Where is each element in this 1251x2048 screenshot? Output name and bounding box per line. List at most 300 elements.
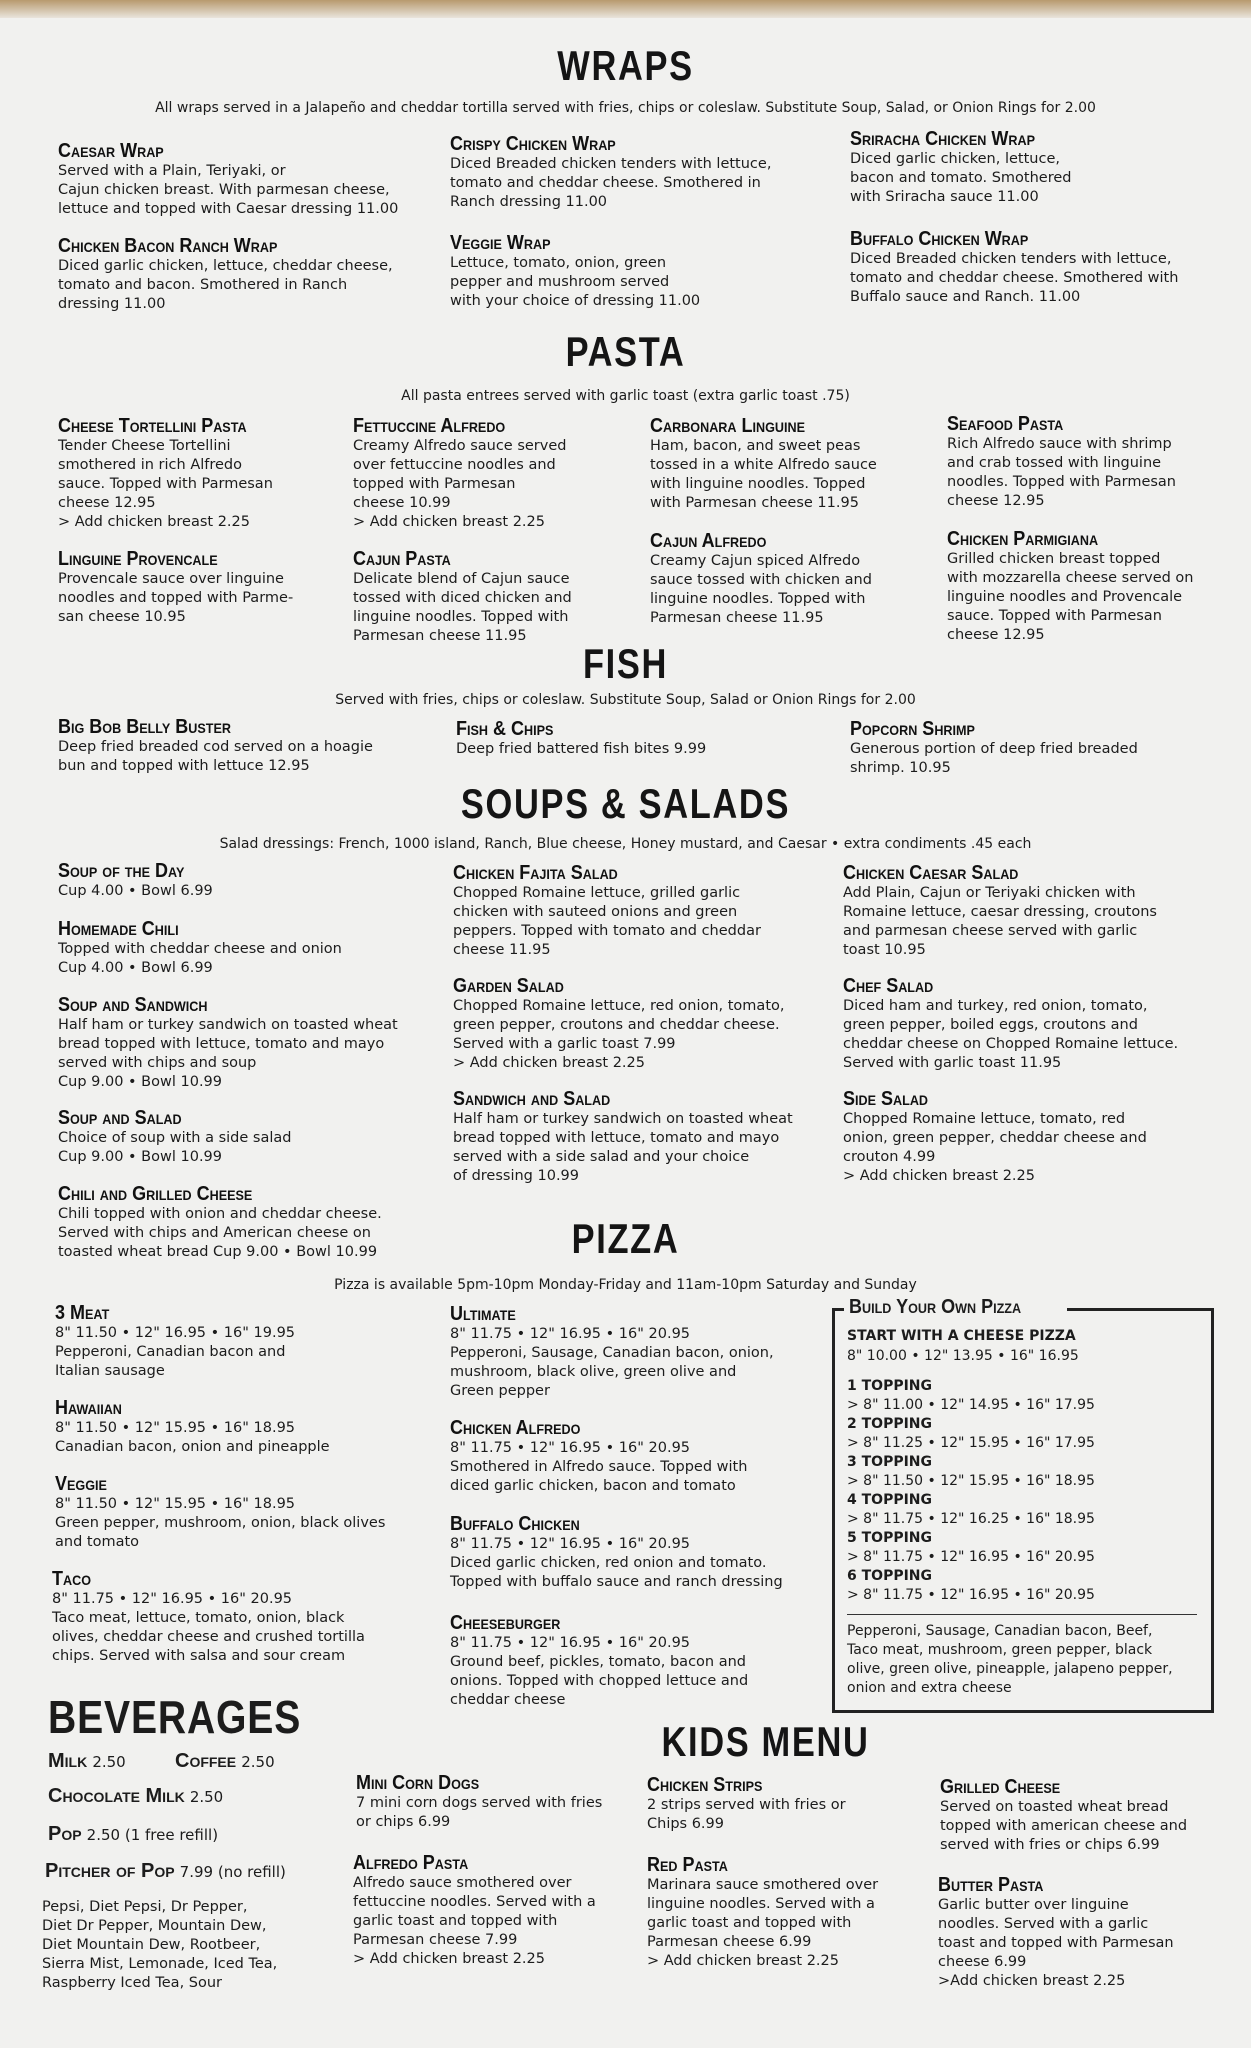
byo-topping-label: 4 TOPPING [847,1492,933,1508]
item-name: Soup of the Day [58,860,185,882]
description-line: topped with Parmesan [353,476,516,492]
item-description [55,1495,385,1552]
description-line: 8" 11.75 • 12" 16.95 • 16" 20.95 [450,1635,691,1651]
description-line: Choice of soup with a side salad [58,1130,292,1146]
wraps-note: All wraps served in a Jalapeño and cheddar tortilla served with fries, chips or coleslaw. Substitute Soup, Salad, or Onion Rings for 2.00 [155,100,1096,116]
topping-list-line: olive, green olive, pineapple, jalapeno pepper, [847,1661,1173,1677]
item-description [58,940,342,978]
description-line: sauce. Topped with Parmesan [947,608,1162,624]
description-line: > Add chicken breast 2.25 [843,1168,1035,1184]
item-name: Hawaiian [55,1397,122,1419]
description-line: > Add chicken breast 2.25 [353,1951,545,1967]
item-name: Sandwich and Salad [453,1088,611,1110]
item-description [938,1896,1174,1991]
menu-item [453,975,784,1073]
item-description [453,1110,793,1186]
description-line: cheddar cheese [450,1692,566,1708]
item-name: Garden Salad [453,975,564,997]
menu-item [850,228,1178,307]
item-name: Crispy Chicken Wrap [450,133,616,155]
item-name: Seafood Pasta [947,413,1064,435]
byo-start: START WITH A CHEESE PIZZA [847,1328,1076,1344]
description-line: Tender Cheese Tortellini [58,438,231,454]
menu-item [843,975,1178,1073]
item-name: Butter Pasta [938,1874,1044,1896]
description-line: Pepperoni, Canadian bacon and [55,1344,286,1360]
description-line: Garlic butter over linguine [938,1897,1129,1913]
description-line: toast and topped with Parmesan [938,1935,1174,1951]
menu-item [453,862,761,960]
item-description [647,1876,878,1971]
description-line: cheese 11.95 [453,942,551,958]
description-line: Delicate blend of Cajun sauce [353,571,570,587]
beverage-list-line: Diet Dr Pepper, Mountain Dew, [42,1918,267,1934]
description-line: noodles and topped with Parme- [58,590,294,606]
description-line: Creamy Alfredo sauce served [353,438,567,454]
item-name: Soup and Sandwich [58,994,208,1016]
description-line: Diced garlic chicken, lettuce, [850,151,1060,167]
menu-item [450,1417,747,1496]
menu-item [843,862,1157,960]
byo-topping-prices: > 8" 11.50 • 12" 15.95 • 16" 18.95 [847,1473,1095,1489]
byo-divider [847,1614,1197,1615]
description-line: cheese 12.95 [947,627,1045,643]
item-description [55,1324,295,1381]
item-description [58,437,273,532]
description-line: cheddar cheese on Chopped Romaine lettuce. [843,1036,1179,1052]
item-name: Caesar Wrap [58,140,164,162]
description-line: Cup 4.00 • Bowl 6.99 [58,883,213,899]
beverage-pop [48,1823,218,1846]
beverage-price: 2.50 [189,1788,224,1806]
description-line: 7 mini corn dogs served with fries [356,1795,603,1811]
description-line: Romaine lettuce, caesar dressing, croutons [843,904,1157,920]
description-line: garlic toast and topped with [353,1913,558,1929]
description-line: Chopped Romaine lettuce, tomato, red [843,1111,1126,1127]
menu-item [647,1854,878,1971]
beverage-milk [48,1750,126,1773]
description-line: chips. Served with salsa and sour cream [52,1648,346,1664]
item-name: Ultimate [450,1303,516,1325]
description-line: Grilled chicken breast topped [947,551,1161,567]
description-line: Served on toasted wheat bread [940,1799,1169,1815]
item-description [450,1535,783,1592]
item-name: Chicken Alfredo [450,1417,581,1439]
description-line: Smothered in Alfredo sauce. Topped with [450,1459,748,1475]
soups-title: SOUPS & SALADS [460,780,791,827]
item-description [947,550,1194,645]
item-description [450,1439,747,1496]
description-line: Diced garlic chicken, lettuce, cheddar cheese, [58,258,393,274]
description-line: served with a side salad and your choice [453,1149,750,1165]
item-description [453,997,784,1073]
byo-topping-prices: > 8" 11.75 • 12" 16.95 • 16" 20.95 [847,1587,1095,1603]
beverage-list-line: Pepsi, Diet Pepsi, Dr Pepper, [42,1899,248,1915]
item-description [58,570,293,627]
byo-topping-prices: > 8" 11.75 • 12" 16.95 • 16" 20.95 [847,1549,1095,1565]
description-line: 8" 11.75 • 12" 16.95 • 16" 20.95 [450,1440,691,1456]
item-name: Cajun Alfredo [650,530,767,552]
description-line: over fettuccine noodles and [353,457,556,473]
description-line: Diced Breaded chicken tenders with lettuce, [850,251,1172,267]
description-line: Half ham or turkey sandwich on toasted wheat [453,1111,793,1127]
description-line: with linguine noodles. Topped [650,476,866,492]
menu-item [453,1088,793,1186]
item-description [353,1874,596,1969]
description-line: 8" 11.75 • 12" 16.95 • 16" 20.95 [450,1536,691,1552]
item-name: Soup and Salad [58,1107,182,1129]
box-border [832,1308,844,1311]
description-line: Diced Breaded chicken tenders with lettuce, [450,156,772,172]
item-description [850,150,1071,207]
item-name: Chicken Parmigiana [947,528,1099,550]
menu-item [58,1107,291,1167]
menu-item [850,128,1071,207]
description-line: and crab tossed with linguine [947,455,1162,471]
item-name: Red Pasta [647,1854,728,1876]
item-name: Veggie Wrap [450,232,551,254]
item-description [356,1794,602,1832]
item-description [850,740,1138,778]
description-line: green pepper, croutons and cheddar cheese. [453,1017,780,1033]
item-description [450,254,700,311]
description-line: Pepperoni, Sausage, Canadian bacon, onion, [450,1345,774,1361]
description-line: Cup 4.00 • Bowl 6.99 [58,960,213,976]
menu-item [58,716,373,776]
description-line: Cajun chicken breast. With parmesan cheese, [58,182,390,198]
menu-item [450,1612,748,1710]
item-name: Sriracha Chicken Wrap [850,128,1036,150]
description-line: chicken with sauteed onions and green [453,904,738,920]
beverages-title: BEVERAGES [48,1691,302,1743]
topping-list-line: Taco meat, mushroom, green pepper, black [847,1642,1153,1658]
menu-item [938,1874,1174,1991]
description-line: Chili topped with onion and cheddar cheese. [58,1206,382,1222]
description-line: bun and topped with lettuce 12.95 [58,758,310,774]
description-line: Cup 9.00 • Bowl 10.99 [58,1149,223,1165]
description-line: green pepper, boiled eggs, croutons and [843,1017,1138,1033]
menu-item [450,133,771,212]
menu-item [356,1772,602,1832]
description-line: tossed in a white Alfredo sauce [650,457,877,473]
description-line: Deep fried breaded cod served on a hoagie [58,739,373,755]
byo-topping-list [847,1622,1173,1698]
menu-item [58,140,398,219]
description-line: 8" 11.75 • 12" 16.95 • 16" 20.95 [52,1591,293,1607]
pasta-title: PASTA [565,328,686,375]
description-line: or chips 6.99 [356,1814,451,1830]
menu-item [353,415,566,532]
item-description [647,1796,846,1834]
beverage-name: Coffee [175,1750,237,1772]
kids-title: KIDS MENU [661,1718,870,1765]
item-description [353,570,572,646]
item-description [650,552,872,628]
menu-item [55,1302,295,1381]
description-line: sauce. Topped with Parmesan [58,476,273,492]
description-line: cheese 12.95 [58,495,156,511]
description-line: Italian sausage [55,1363,165,1379]
byo-topping-label: 6 TOPPING [847,1568,933,1584]
menu-item [58,415,273,532]
description-line: Rich Alfredo sauce with shrimp [947,436,1172,452]
item-name: 3 Meat [55,1302,110,1324]
description-line: Cup 9.00 • Bowl 10.99 [58,1074,223,1090]
pizza-note: Pizza is available 5pm-10pm Monday-Friday and 11am-10pm Saturday and Sunday [334,1277,917,1293]
description-line: Ground beef, pickles, tomato, bacon and [450,1654,746,1670]
description-line: Lettuce, tomato, onion, green [450,255,667,271]
item-description [843,884,1157,960]
menu-item [58,235,393,314]
item-name: Chicken Fajita Salad [453,862,618,884]
byo-title: Build Your Own Pizza [849,1296,1022,1318]
description-line: Add Plain, Cajun or Teriyaki chicken with [843,885,1136,901]
menu-item [450,1513,783,1592]
item-description [650,437,877,513]
menu-item [52,1568,365,1666]
topping-list-line: Pepperoni, Sausage, Canadian bacon, Beef, [847,1623,1153,1639]
menu-item [58,548,293,627]
description-line: shrimp. 10.95 [850,760,951,776]
item-name: Mini Corn Dogs [356,1772,480,1794]
wooden-table-edge [0,0,1251,18]
description-line: with mozzarella cheese served on [947,570,1194,586]
beverage-list [42,1898,277,1993]
description-line: onions. Topped with chopped lettuce and [450,1673,749,1689]
description-line: Provencale sauce over linguine [58,571,284,587]
box-border [1067,1308,1214,1311]
description-line: pepper and mushroom served [450,274,670,290]
description-line: Parmesan cheese 7.99 [353,1932,518,1948]
beverage-chocolate-milk [48,1785,223,1808]
beverage-pitcher [45,1860,286,1883]
description-line: dressing 11.00 [58,296,166,312]
menu-item [55,1473,385,1552]
item-name: Chef Salad [843,975,934,997]
description-line: served with fries or chips 6.99 [940,1837,1160,1853]
description-line: onion, green pepper, cheddar cheese and [843,1130,1147,1146]
menu-item [456,718,706,759]
fish-title: FISH [582,640,668,687]
menu-item [58,860,213,901]
description-line: Served with a Plain, Teriyaki, or [58,163,286,179]
item-name: Linguine Provencale [58,548,218,570]
item-name: Fettuccine Alfredo [353,415,506,437]
menu-item [947,528,1194,645]
description-line: Buffalo sauce and Ranch. 11.00 [850,289,1081,305]
description-line: 8" 11.50 • 12" 16.95 • 16" 19.95 [55,1325,296,1341]
item-name: Grilled Cheese [940,1776,1061,1798]
description-line: Served with a garlic toast 7.99 [453,1036,676,1052]
item-name: Big Bob Belly Buster [58,716,231,738]
item-name: Buffalo Chicken Wrap [850,228,1029,250]
byo-start-prices: 8" 10.00 • 12" 13.95 • 16" 16.95 [847,1348,1079,1364]
item-description [55,1419,330,1457]
description-line: > Add chicken breast 2.25 [353,514,545,530]
description-line: of dressing 10.99 [453,1168,580,1184]
menu-item [58,918,342,978]
description-line: 8" 11.75 • 12" 16.95 • 16" 20.95 [450,1326,691,1342]
item-description [450,155,771,212]
pizza-title: PIZZA [571,1215,680,1262]
item-description [58,257,393,314]
description-line: sauce tossed with chicken and [650,572,872,588]
menu-item [58,994,398,1092]
description-line: Green pepper, mushroom, onion, black olives [55,1515,386,1531]
byo-topping-prices: > 8" 11.00 • 12" 14.95 • 16" 17.95 [847,1397,1095,1413]
item-name: Cheeseburger [450,1612,561,1634]
item-description [843,997,1178,1073]
description-line: Ranch dressing 11.00 [450,194,608,210]
item-name: Taco [52,1568,91,1590]
description-line: served with chips and soup [58,1055,257,1071]
description-line: linguine noodles and Provencale [947,589,1183,605]
byo-topping-label: 2 TOPPING [847,1416,933,1432]
description-line: Parmesan cheese 6.99 [647,1934,812,1950]
fish-note: Served with fries, chips or coleslaw. Substitute Soup, Salad or Onion Rings for 2.00 [335,692,916,708]
description-line: Diced garlic chicken, red onion and tomato. [450,1555,767,1571]
item-name: Homemade Chili [58,918,179,940]
description-line: linguine noodles. Topped with [650,591,866,607]
beverage-list-line: Raspberry Iced Tea, Sour [42,1975,223,1991]
menu-item [450,232,700,311]
menu-item [647,1774,846,1834]
description-line: Ham, bacon, and sweet peas [650,438,861,454]
description-line: Chopped Romaine lettuce, grilled garlic [453,885,741,901]
description-line: Taco meat, lettuce, tomato, onion, black [52,1610,345,1626]
item-description [940,1798,1187,1855]
item-description [450,1634,748,1710]
item-description [58,162,398,219]
beverage-price: 2.50 [92,1753,126,1771]
item-name: Alfredo Pasta [353,1852,469,1874]
description-line: crouton 4.99 [843,1149,936,1165]
description-line: and tomato [55,1534,140,1550]
description-line: cheese 6.99 [938,1954,1027,1970]
byo-topping-prices: > 8" 11.25 • 12" 15.95 • 16" 17.95 [847,1435,1095,1451]
beverage-price: 7.99 (no refill) [179,1863,286,1881]
description-line: Alfredo sauce smothered over [353,1875,572,1891]
description-line: olives, cheddar cheese and crushed tortilla [52,1629,365,1645]
description-line: Generous portion of deep fried breaded [850,741,1138,757]
item-name: Cajun Pasta [353,548,451,570]
item-description [52,1590,365,1666]
menu-item [450,1303,774,1401]
description-line: diced garlic chicken, bacon and tomato [450,1478,736,1494]
wraps-title: WRAPS [557,42,694,89]
item-description [850,250,1178,307]
description-line: linguine noodles. Topped with [353,609,569,625]
description-line: and parmesan cheese served with garlic [843,923,1138,939]
description-line: Chips 6.99 [647,1816,724,1832]
description-line: mushroom, black olive, green olive and [450,1364,737,1380]
item-name: Side Salad [843,1088,929,1110]
item-description [453,884,761,960]
description-line: fettuccine noodles. Served with a [353,1894,596,1910]
description-line: cheese 10.99 [353,495,451,511]
menu-item [843,1088,1147,1186]
build-your-own-pizza-box [832,1296,1214,1713]
description-line: with Sriracha sauce 11.00 [850,189,1039,205]
item-name: Carbonara Linguine [650,415,805,437]
description-line: with your choice of dressing 11.00 [450,293,701,309]
description-line: topped with american cheese and [940,1818,1188,1834]
pasta-note: All pasta entrees served with garlic toast (extra garlic toast .75) [401,388,850,404]
menu-item [850,718,1138,778]
description-line: smothered in rich Alfredo [58,457,243,473]
description-line: bread topped with lettuce, tomato and mayo [58,1036,385,1052]
description-line: with Parmesan cheese 11.95 [650,495,859,511]
description-line: Parmesan cheese 11.95 [353,628,527,644]
item-name: Veggie [55,1473,107,1495]
menu-item [353,548,572,646]
description-line: 8" 11.50 • 12" 15.95 • 16" 18.95 [55,1420,296,1436]
description-line: garlic toast and topped with [647,1915,852,1931]
item-name: Cheese Tortellini Pasta [58,415,247,437]
item-description [58,1129,291,1167]
description-line: linguine noodles. Served with a [647,1896,875,1912]
description-line: > Add chicken breast 2.25 [453,1055,645,1071]
item-description [58,1016,398,1092]
menu-item [940,1776,1187,1855]
item-description [58,738,373,776]
description-line: tossed with diced chicken and [353,590,572,606]
description-line: Marinara sauce smothered over [647,1877,879,1893]
menu-item [650,415,877,513]
description-line: Half ham or turkey sandwich on toasted wheat [58,1017,398,1033]
description-line: toasted wheat bread Cup 9.00 • Bowl 10.99 [58,1244,378,1260]
description-line: Parmesan cheese 11.95 [650,610,824,626]
beverage-list-line: Sierra Mist, Lemonade, Iced Tea, [42,1956,278,1972]
description-line: toast 10.95 [843,942,926,958]
item-name: Chicken Strips [647,1774,763,1796]
item-name: Buffalo Chicken [450,1513,580,1535]
item-description [456,740,706,759]
description-line: Topped with cheddar cheese and onion [58,941,342,957]
description-line: Chopped Romaine lettuce, red onion, tomato, [453,998,785,1014]
topping-list-line: onion and extra cheese [847,1680,1012,1696]
beverage-name: Milk [48,1750,88,1772]
description-line: peppers. Topped with tomato and cheddar [453,923,761,939]
description-line: Topped with buffalo sauce and ranch dressing [450,1574,783,1590]
description-line: tomato and bacon. Smothered in Ranch [58,277,348,293]
description-line: lettuce and topped with Caesar dressing 11.00 [58,201,399,217]
beverage-name: Chocolate Milk [48,1785,185,1807]
beverage-name: Pitcher of Pop [45,1860,175,1882]
beverage-name: Pop [48,1823,82,1845]
item-description [58,882,213,901]
description-line: tomato and cheddar cheese. Smothered in [450,175,761,191]
beverage-list-line: Diet Mountain Dew, Rootbeer, [42,1937,261,1953]
description-line: tomato and cheddar cheese. Smothered with [850,270,1179,286]
menu-item [650,530,872,628]
beverage-price: 2.50 [241,1753,275,1771]
description-line: Creamy Cajun spiced Alfredo [650,553,861,569]
description-line: bacon and tomato. Smothered [850,170,1072,186]
description-line: Green pepper [450,1383,550,1399]
item-name: Chicken Caesar Salad [843,862,1019,884]
description-line: noodles. Topped with Parmesan [947,474,1176,490]
description-line: > Add chicken breast 2.25 [58,514,250,530]
description-line: cheese 12.95 [947,493,1045,509]
menu-item [353,1852,596,1969]
description-line: Deep fried battered fish bites 9.99 [456,741,707,757]
item-description [947,435,1176,511]
description-line: >Add chicken breast 2.25 [938,1973,1126,1989]
byo-topping-prices: > 8" 11.75 • 12" 16.25 • 16" 18.95 [847,1511,1095,1527]
item-name: Chili and Grilled Cheese [58,1183,253,1205]
soups-note: Salad dressings: French, 1000 island, Ranch, Blue cheese, Honey mustard, and Caesar • extra condiments .45 each [219,836,1032,852]
